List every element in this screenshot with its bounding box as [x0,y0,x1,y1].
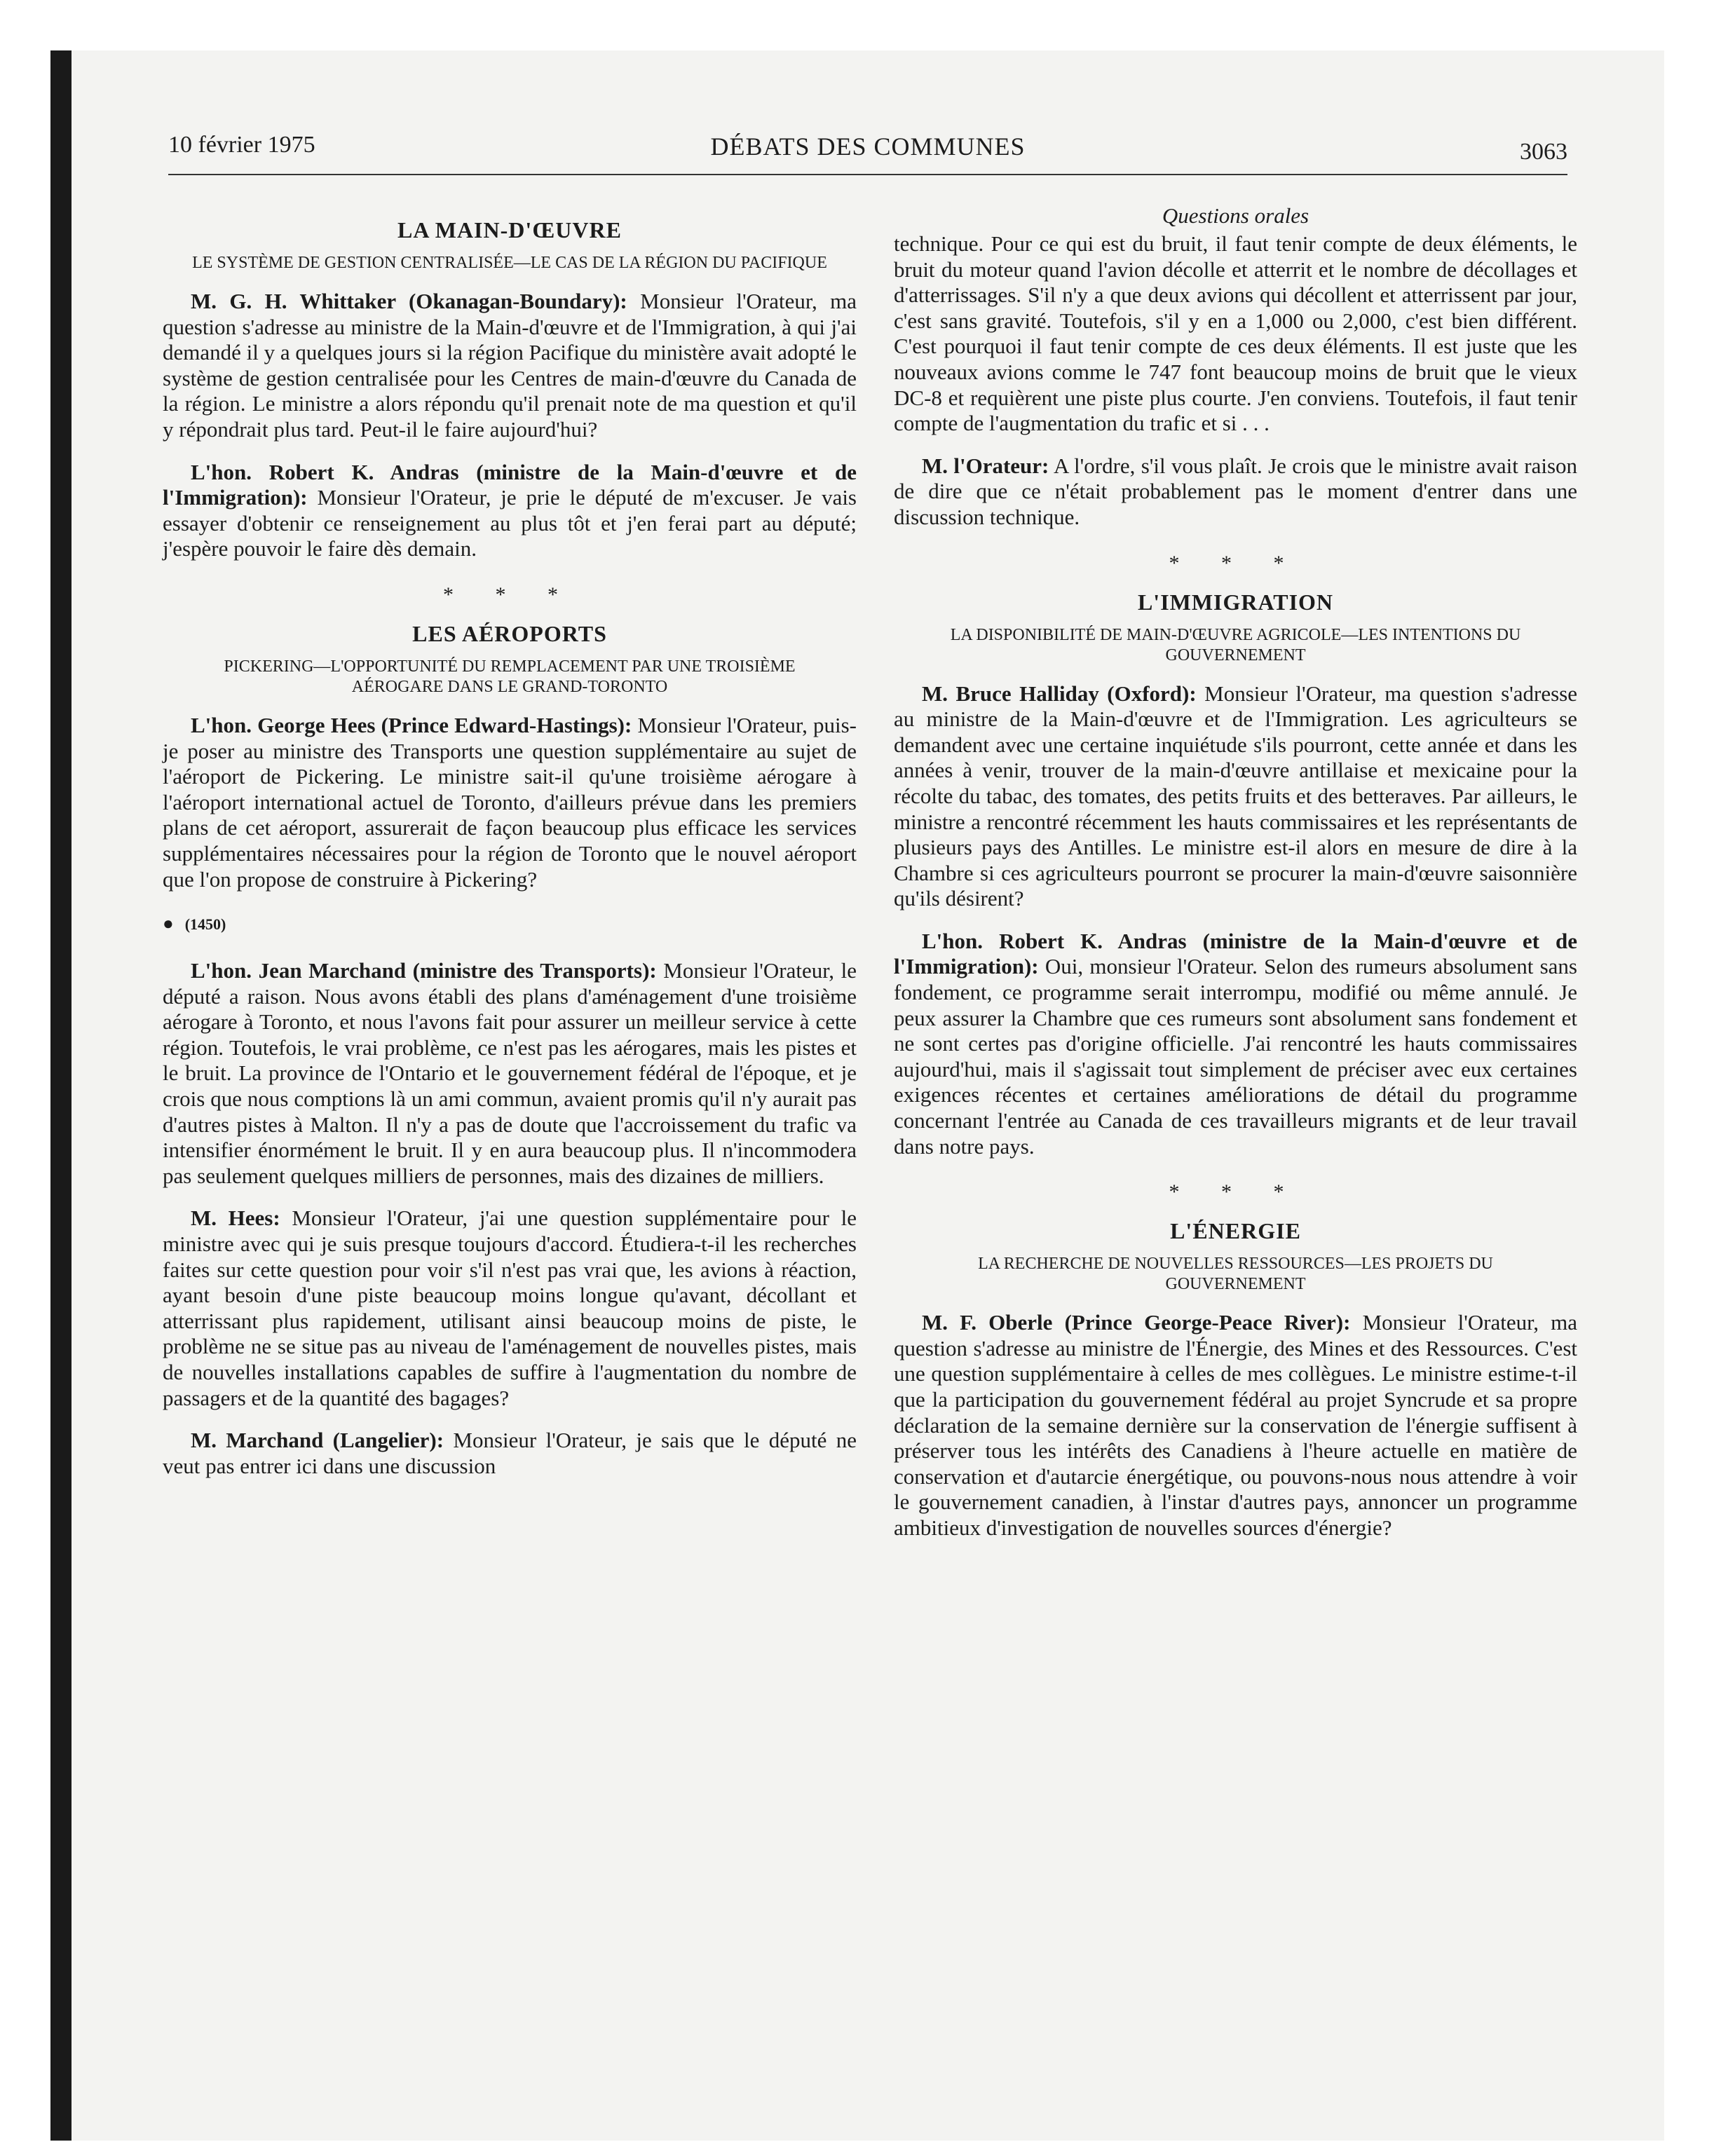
right-column [894,203,1577,1558]
speech-text: Monsieur l'Orateur, ma question s'adresse au ministre de la Main-d'œuvre et de l'Immigration. Les agriculteurs se demandent avec une certaine inquiétude s'ils pourront, cette année et dans les années à venir, trouver de la main-d'œuvre antillaise et mexicaine pour la récolte du tabac, des tomates, des petits fruits et des betteraves. Par ailleurs, le ministre a rencontré récemment les hauts commissaires et les représentants de plusieurs pays des Antilles. Le ministre est-il alors en mesure de dire à la Chambre si ces agriculteurs pourront se procurer la main-d'œuvre saisonnière qu'ils désirent? [894,681,1577,911]
section-heading-main-doeuvre: LA MAIN-D'ŒUVRE [397,217,622,243]
left-column [163,203,857,1496]
subheading-nouvelles-ressources: LA RECHERCHE DE NOUVELLES RESSOURCES—LES PROJETS DU GOUVERNEMENT [978,1255,1493,1294]
subheading-pickering: PICKERING—L'OPPORTUNITÉ DU REMPLACEMENT PAR UNE TROISIÈME AÉROGARE DANS LE GRAND-TORONTO [224,657,796,696]
speech-text: Monsieur l'Orateur, le député a raison. Nous avons établi des plans d'aménagement d'une troisième aérogare à Toronto, et nous l'avons fait pour assurer un meilleur service à cette région. Toutefois, le vrai problème, ce n'est pas les aérogares, mais les pistes et le bruit. La province de l'Ontario et le gouvernement fédéral de l'époque, et je crois que nous comptions là un ami commun, avaient promis qu'il n'y aurait pas d'autres pistes à Malton. Il n'y a pas de doute que l'accroissement du trafic va intensifier énormément le bruit. Il y en aura beaucoup plus. Il n'incommodera pas seulement quelques milliers de personnes, mais des dizaines de milliers. [163,958,857,1188]
speaker-name: M. Marchand (Langelier): [191,1428,444,1453]
running-head: Questions orales [1162,203,1309,228]
speech-text: Monsieur l'Orateur, puis-je poser au ministre des Transports une question supplémentaire au sujet de l'aéroport de Pickering. Le ministre sait-il qu'une troisième aérogare à l'aéroport international actuel de Toronto, d'ailleurs prévue dans les premiers plans de cet aéroport, assurerait de façon beaucoup plus efficace les services supplémentaires nécessaires pour la région de Toronto que le nouvel aéroport que l'on propose de construire à Pickering? [163,712,857,892]
time-marker [163,913,857,934]
speech-text: Monsieur l'Orateur, ma question s'adresse au ministre de la Main-d'œuvre et de l'Immigration, à qui j'ai demandé il y a quelques jours si la région Pacifique du ministère avait adopté le système de gestion centralisée pour les Centres de main-d'œuvre du Canada de la région. Le ministre a alors répondu qu'il prenait note de ma question et qu'il y répondrait plus tard. Peut-il le faire aujourd'hui? [163,289,857,442]
subheading-main-doeuvre-agricole: LA DISPONIBILITÉ DE MAIN-D'ŒUVRE AGRICOLE—LES INTENTIONS DU GOUVERNEMENT [950,625,1521,664]
section-separator: * * * [443,582,576,606]
page-header [168,132,1567,175]
scan-binding-edge [50,50,72,2141]
speaker-name: M. G. H. Whittaker (Okanagan-Boundary): [191,289,627,313]
speech-text: Monsieur l'Orateur, ma question s'adresse au ministre de l'Énergie, des Mines et des Ressources. C'est une question supplémentaire à celles de mes collègues. Le ministre estime-t-il que la participation du gouvernement fédéral au projet Syncrude et sa propre déclaration de la semaine dernière sur la conservation de l'énergie suffisent à préserver tous les intérêts des Canadiens à l'heure actuelle en matière de conservation et d'autarcie énergétique, ou pouvons-nous nous attendre à voir le gouvernement canadien, à l'instar d'autres pays, annoncer un programme ambitieux d'investigation de nouvelles sources d'énergie? [894,1310,1577,1540]
speaker-name: L'hon. Robert K. Andras (ministre de la Main-d'œuvre et de l'Immigration): [163,459,857,510]
speaker-name: L'hon. Robert K. Andras (ministre de la Main-d'œuvre et de l'Immigration): [894,928,1577,979]
paragraph-orateur [894,453,1577,531]
section-separator: * * * [1169,1180,1302,1204]
speech-text: Monsieur l'Orateur, je sais que le député ne veut pas entrer ici dans une discussion [163,1428,857,1478]
section-heading-aeroports: LES AÉROPORTS [412,620,607,646]
paragraph-halliday [894,681,1577,912]
paragraph-whittaker [163,289,857,443]
paragraph-andras-2 [894,929,1577,1159]
speaker-name: M. F. Oberle (Prince George-Peace River): [922,1310,1351,1335]
speech-text: Monsieur l'Orateur, j'ai une question supplémentaire pour le ministre avec qui je suis presque toujours d'accord. Étudiera-t-il les recherches faites sur cette question pour voir s'il n'est pas vrai que, les avions à réaction, ayant besoin d'une piste beaucoup moins longue qu'avant, décollant et atterrissant plus rapidement, utilisant ainsi beaucoup moins de piste, le problème ne se situe pas au niveau de l'aménagement de nouvelles pistes, mais de nouvelles installations capables de suffire à l'augmentation du nombre de passagers et de la quantité des bagages? [163,1206,857,1410]
speech-text: Monsieur l'Orateur, je prie le député de m'excuser. Je vais essayer d'obtenir ce renseignement au plus tôt et j'en ferai part au député; j'espère pouvoir le faire dès demain. [163,485,857,561]
speaker-name: M. Bruce Halliday (Oxford): [922,681,1197,706]
time-marker-text: (1450) [184,915,226,934]
section-heading-immigration: L'IMMIGRATION [1137,589,1334,615]
subheading-gestion-centralisee: LE SYSTÈME DE GESTION CENTRALISÉE—LE CAS DE LA RÉGION DU PACIFIQUE [192,254,827,272]
paragraph-hees-2 [163,1206,857,1411]
header-page-number: 3063 [1520,139,1567,165]
speaker-name: M. Hees: [191,1206,280,1231]
header-date: 10 février 1975 [168,132,315,158]
speech-text: Oui, monsieur l'Orateur. Selon des rumeurs absolument sans fondement, ce programme serait interrompu, modifié ou même annulé. Je peux assurer la Chambre que ces rumeurs sont absolument sans fondement et ne sont certes pas d'origine officielle. J'ai rencontré les hauts commissaires aujourd'hui, mais il s'agissait tout simplement de préciser avec eux certaines exigences récentes et certaines améliorations de détail du programme concernant l'entrée au Canada de ces travailleurs migrants et de leur travail dans notre pays. [894,954,1577,1159]
paragraph-marchand-2 [163,1428,857,1479]
section-heading-energie: L'ÉNERGIE [1170,1218,1301,1244]
paragraph-andras-1 [163,460,857,562]
paragraph-hees-1 [163,713,857,892]
speaker-name: M. l'Orateur: [922,453,1049,478]
paragraph-marchand-continued: technique. Pour ce qui est du bruit, il faut tenir compte de deux éléments, le bruit du moteur quand l'avion décolle et atterrit et le nombre de décollages et d'atterrissages. S'il n'y a que deux avions qui décollent et atterrissent par jour, c'est sans gravité. Toutefois, s'il y en a 1,000 ou 2,000, c'est bien différent. C'est pourquoi il faut tenir compte de ces deux éléments. Il est juste que les nouveaux avions comme le 747 font beaucoup moins de bruit que le vieux DC-8 et requièrent une piste plus courte. J'en conviens. Toutefois, il faut tenir compte de l'augmentation du trafic et si . . . [894,231,1577,436]
header-title: DÉBATS DES COMMUNES [710,132,1026,161]
paragraph-marchand-1 [163,958,857,1189]
section-separator: * * * [1169,551,1302,575]
speech-text: A l'ordre, s'il vous plaît. Je crois que le ministre avait raison de dire que ce n'était probablement pas le moment d'entrer dans une discussion technique. [894,453,1578,529]
bullet-icon: ● [163,913,174,934]
speaker-name: L'hon. Jean Marchand (ministre des Transports): [191,958,657,983]
speaker-name: L'hon. George Hees (Prince Edward-Hastings): [191,712,632,737]
paragraph-oberle [894,1310,1577,1541]
